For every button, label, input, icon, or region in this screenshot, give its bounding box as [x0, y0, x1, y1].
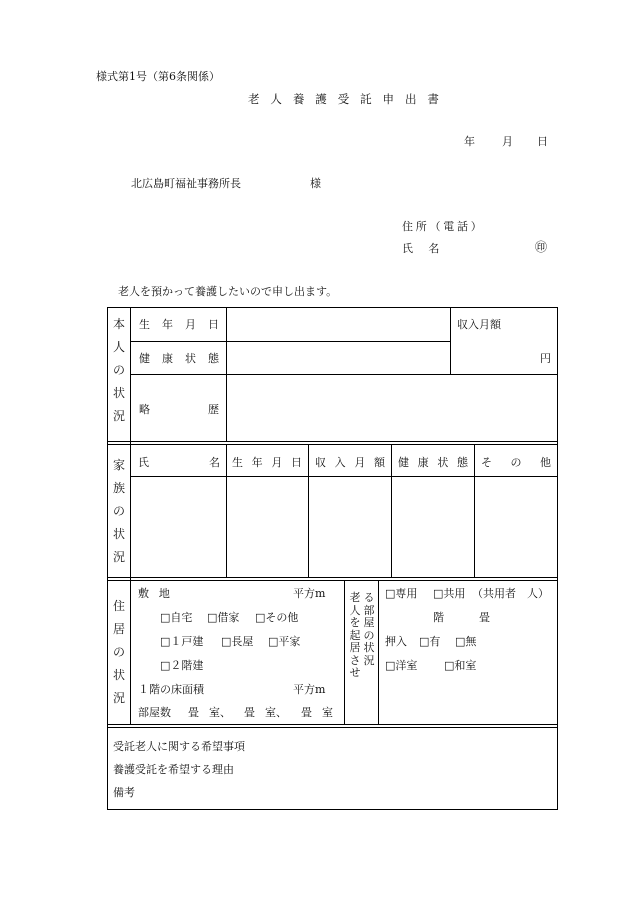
opt-two-story: □２階建 [160, 659, 204, 672]
seal-mark: ㊞ [535, 240, 548, 254]
addressee: 北広島町福祉事務所長 [131, 177, 241, 190]
rooms-room-3: 室 [322, 706, 333, 719]
family-col-income: 収 入 月 額 [315, 456, 385, 469]
addressee-sama: 様 [310, 177, 321, 190]
opt-row-house: □長屋 [221, 635, 254, 648]
floor-word: 階 [433, 611, 444, 624]
date-month: 月 [502, 135, 513, 148]
opt-other: □その他 [255, 611, 299, 624]
rooms-tatami-2: 畳 [244, 706, 255, 719]
date-day: 日 [537, 135, 548, 148]
closet-label: 押入 [385, 635, 407, 648]
room-section-label-col1: る部屋の状況 [363, 591, 375, 667]
shared-count: （共用者 人） [472, 587, 549, 600]
opt-shared: □共用 [433, 587, 466, 600]
statement: 老人を預かって養護したいので申し出ます。 [118, 285, 338, 298]
wishes-label: 受託老人に関する希望事項 [113, 740, 245, 753]
room-section-label: 老人を起居させ [349, 591, 361, 679]
rooms-label: 部屋数 [138, 706, 171, 719]
site-label: 敷地 [138, 587, 180, 600]
rooms-tatami-3: 畳 [301, 706, 312, 719]
rooms-room-1: 室、 [209, 706, 231, 719]
opt-western-room: □洋室 [385, 659, 418, 672]
tatami-word: 畳 [479, 611, 490, 624]
housing-section-label: 住居の状況 [112, 599, 125, 705]
rooms-tatami-1: 畳 [188, 706, 199, 719]
date-year: 年 [464, 135, 475, 148]
remarks-label: 備考 [113, 786, 135, 799]
name-label: 氏名 [402, 242, 455, 255]
opt-closet-yes: □有 [419, 635, 441, 648]
family-col-name: 氏 名 [138, 456, 220, 469]
opt-detached: □１戸建 [160, 635, 204, 648]
family-col-health: 健 康 状 態 [398, 456, 468, 469]
opt-exclusive: □専用 [385, 587, 418, 600]
form-number: 様式第1号（第6条関係） [96, 70, 220, 83]
form-title: 老人養護受託申出書 [248, 92, 450, 106]
self-section-label: 本人の状況 [112, 317, 125, 423]
site-unit: 平方m [293, 587, 326, 600]
self-yen: 円 [540, 352, 551, 365]
family-col-birth: 生 年 月 日 [232, 456, 302, 469]
self-health-label: 健 康 状 態 [139, 352, 219, 365]
opt-japanese-room: □和室 [444, 659, 477, 672]
self-history-label: 略 歴 [139, 403, 219, 416]
self-birth-label: 生 年 月 日 [139, 318, 219, 331]
opt-single-story: □平家 [268, 635, 301, 648]
opt-closet-no: □無 [455, 635, 477, 648]
family-col-other: そ の 他 [481, 456, 551, 469]
address-label: 住所（電話） [402, 220, 485, 233]
opt-rented: □借家 [207, 611, 240, 624]
reason-label: 養護受託を希望する理由 [113, 763, 234, 776]
floor-area-label: １階の床面積 [138, 683, 204, 696]
floor-area-unit: 平方m [293, 683, 326, 696]
rooms-room-2: 室、 [265, 706, 287, 719]
self-income-label: 収入月額 [457, 318, 501, 331]
family-section-label: 家族の状況 [112, 458, 125, 564]
opt-own-home: □自宅 [160, 611, 193, 624]
